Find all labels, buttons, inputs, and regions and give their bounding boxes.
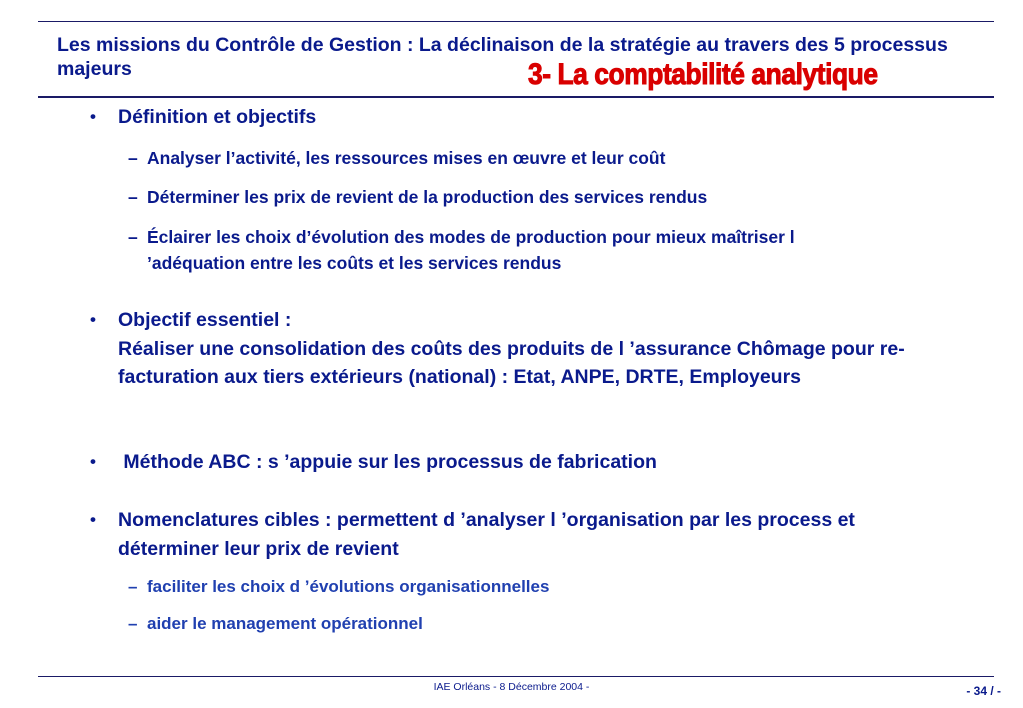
bullet-text: Méthode ABC : s ’appuie sur les processus de fabrication [118, 451, 657, 473]
sub-marker: – [128, 227, 138, 247]
bullet-marker: • [90, 310, 96, 329]
sub-marker: – [128, 187, 138, 207]
slide-title: Les missions du Contrôle de Gestion : La déclinaison de la stratégie au travers des 5 processus majeurs [57, 34, 948, 80]
bullet-objectif [90, 306, 948, 392]
sub-text: Éclairer les choix d’évolution des modes de production pour mieux maîtriser l ’adéquation entre les coûts et les services rendus [147, 227, 795, 273]
footer-caption: IAE Orléans - 8 Décembre 2004 - [433, 681, 590, 693]
sub-text: Analyser l’activité, les ressources mises en œuvre et leur coût [147, 148, 666, 168]
sub-text: Déterminer les prix de revient de la production des services rendus [147, 187, 708, 207]
sub-marker: – [128, 148, 138, 168]
sub-item-determiner [128, 184, 907, 210]
sub-marker: – [128, 614, 138, 633]
bullet-text-line1: Objectif essentiel : [118, 309, 292, 331]
bullet-text: Nomenclatures cibles : permettent d ’analyser l ’organisation par les process et déterminer leur prix de revient [118, 509, 855, 560]
page-number: - 34 / - [966, 684, 1001, 698]
slide-subtitle-text: 3- La comptabilité analytique [528, 58, 878, 91]
bullet-marker: • [90, 107, 96, 126]
sub-item-faciliter [128, 574, 907, 600]
footer-rule [38, 676, 994, 677]
title-rule [38, 96, 994, 98]
bullet-text: Définition et objectifs [118, 106, 317, 128]
bullet-nomenclatures [90, 506, 908, 563]
bullet-marker: • [90, 510, 96, 529]
slide-subtitle [528, 55, 878, 95]
bullet-definition [90, 103, 948, 132]
sub-item-aider [128, 611, 907, 637]
bullet-marker: • [90, 452, 96, 471]
sub-item-eclairer [128, 224, 877, 276]
top-rule [38, 21, 994, 22]
sub-text: aider le management opérationnel [147, 614, 423, 633]
sub-item-analyser [128, 145, 907, 171]
bullet-text-line2: Réaliser une consolidation des coûts des produits de l ’assurance Chômage pour re-facturation aux tiers extérieurs (national) : Etat, ANPE, DRTE, Employeurs [118, 337, 905, 388]
sub-marker: – [128, 577, 138, 596]
bullet-methode-abc [90, 448, 948, 477]
sub-text: faciliter les choix d ’évolutions organisationnelles [147, 577, 550, 596]
